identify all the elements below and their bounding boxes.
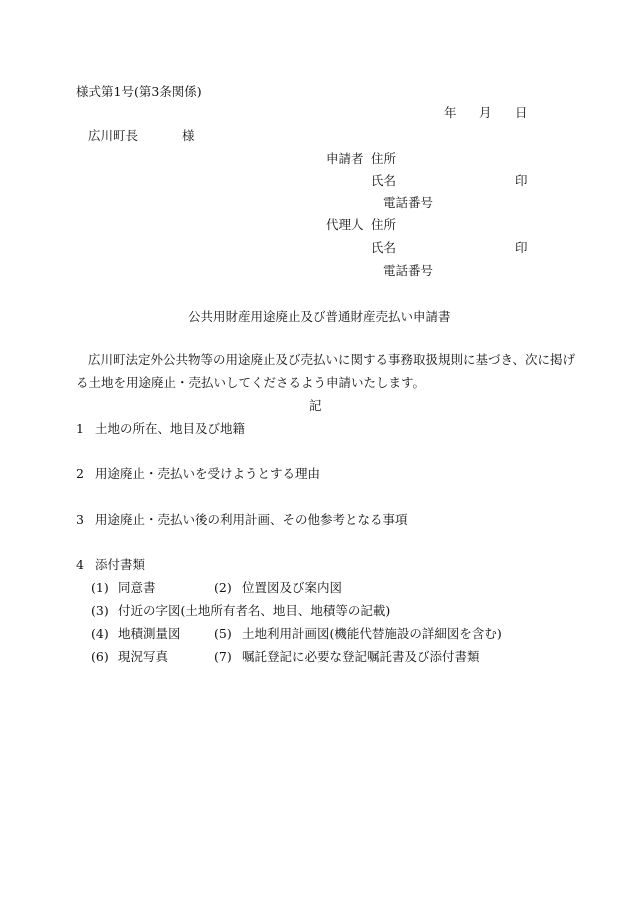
attachment-number: (7) (214, 649, 232, 664)
attachment-number: (2) (214, 580, 232, 595)
ki-heading: 記 (309, 398, 322, 413)
attachment-number: (4) (91, 626, 109, 641)
body-line-1: 広川町法定外公共物等の用途廃止及び売払いに関する事務取扱規則に基づき、次に掲げ (88, 352, 576, 367)
form-number: 様式第1号(第3条関係) (76, 84, 202, 99)
applicant-seal: 印 (515, 173, 528, 188)
addressee-honorific: 様 (182, 128, 195, 143)
applicant-name-label: 氏名 (371, 173, 397, 188)
applicant-role: 申請者 (326, 151, 364, 166)
addressee-name: 広川町長 (88, 128, 139, 143)
section-number: 2 (76, 466, 84, 481)
attachment-text: 現況写真 (118, 649, 169, 664)
applicant-address-label: 住所 (371, 151, 397, 166)
attachment-text: 付近の字図(土地所有者名、地目、地積等の記載) (118, 603, 391, 618)
agent-address-label: 住所 (371, 217, 397, 232)
attachment-text: 位置図及び案内図 (242, 580, 343, 595)
attachment-number: (1) (91, 580, 109, 595)
section-text: 用途廃止・売払い後の利用計画、その他参考となる事項 (95, 512, 408, 527)
attachment-text: 地積測量図 (118, 626, 181, 641)
attachment-text: 同意書 (118, 580, 156, 595)
agent-seal: 印 (515, 240, 528, 255)
section-text: 用途廃止・売払いを受けようとする理由 (95, 466, 321, 481)
attachment-text: 嘱託登記に必要な登記嘱託書及び添付書類 (242, 649, 480, 664)
body-line-2: る土地を用途廃止・売払いしてくださるよう申請いたします。 (76, 375, 426, 390)
applicant-phone-label: 電話番号 (383, 195, 434, 210)
date-day: 日 (515, 105, 528, 120)
date-year: 年 (444, 105, 457, 120)
document-title: 公共用財産用途廃止及び普通財産売払い申請書 (188, 309, 451, 324)
section-number: 3 (76, 512, 84, 527)
attachment-number: (6) (91, 649, 109, 664)
section-number: 4 (76, 557, 84, 572)
agent-name-label: 氏名 (371, 240, 397, 255)
attachment-text: 土地利用計画図(機能代替施設の詳細図を含む) (242, 626, 502, 641)
attachment-number: (3) (91, 603, 109, 618)
section-number: 1 (76, 421, 84, 436)
section-text: 土地の所在、地目及び地籍 (95, 421, 246, 436)
agent-phone-label: 電話番号 (383, 263, 434, 278)
date-month: 月 (479, 105, 492, 120)
attachment-number: (5) (214, 626, 232, 641)
agent-role: 代理人 (326, 217, 364, 232)
section-text: 添付書類 (95, 557, 146, 572)
